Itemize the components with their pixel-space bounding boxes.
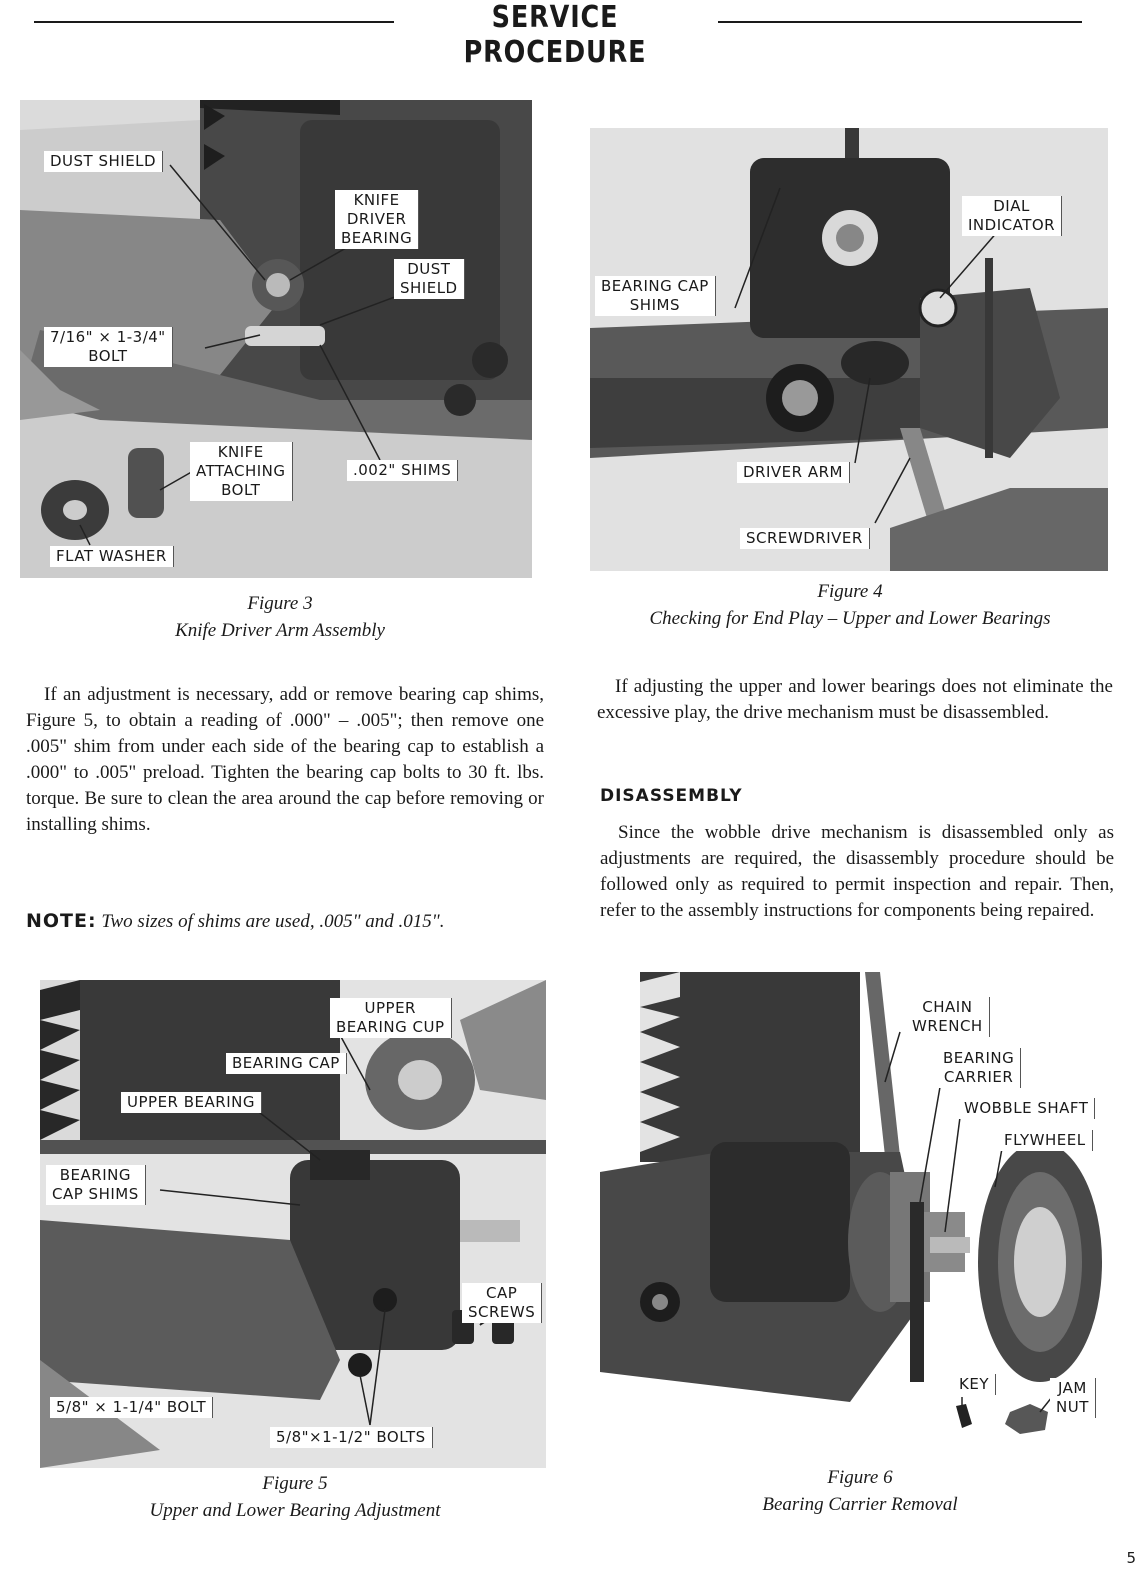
callout-line: 7/16" × 1-3/4" bbox=[50, 328, 166, 346]
callout-line: ATTACHING bbox=[196, 462, 286, 480]
callout-line: INDICATOR bbox=[968, 216, 1056, 234]
callout-cap-screws bbox=[462, 1283, 542, 1323]
figure-title: Upper and Lower Bearing Adjustment bbox=[149, 1500, 441, 1521]
callout-line: DRIVER bbox=[346, 210, 407, 228]
callout-line: NUT bbox=[1056, 1398, 1089, 1416]
note-text: Two sizes of shims are used, .005" and .015". bbox=[101, 911, 445, 932]
callout-dial-indicator bbox=[962, 196, 1062, 236]
callout-wobble-shaft: WOBBLE SHAFT bbox=[958, 1098, 1095, 1119]
callout-bolt-5-8-1-1-4: 5/8" × 1-1/4" BOLT bbox=[50, 1397, 213, 1418]
callout-knife-driver-bearing bbox=[335, 190, 419, 249]
callout-knife-attaching-bolt bbox=[190, 442, 293, 501]
figure-6-photo bbox=[600, 972, 1116, 1460]
callout-line: UPPER bbox=[364, 999, 416, 1017]
left-paragraph: If an adjustment is necessary, add or remove bearing cap shims, Figure 5, to obtain a reading of .000" – .005"; then remove one .005" shim from under each side of the bearing cap to establish a .000" to .005" preload. Tighten the bearing cap bolts to 30 ft. lbs. torque. Be sure to clean the area around the cap before removing or installing shims. bbox=[26, 684, 544, 835]
callout-bearing-cap-shims bbox=[46, 1165, 146, 1205]
callout-line: DIAL bbox=[993, 197, 1030, 215]
callout-line: CARRIER bbox=[943, 1068, 1014, 1086]
header-rule-right bbox=[718, 21, 1082, 23]
callout-line: CAP SHIMS bbox=[52, 1185, 139, 1203]
figure-title: Knife Driver Arm Assembly bbox=[175, 620, 385, 641]
callout-line: BOLT bbox=[221, 481, 261, 499]
callout-chain-wrench bbox=[906, 997, 990, 1037]
callout-bolt bbox=[44, 327, 173, 367]
callout-line: CAP bbox=[485, 1284, 518, 1302]
figure-number: Figure 5 bbox=[262, 1473, 328, 1494]
callout-line: KNIFE bbox=[217, 443, 264, 461]
page-number: 5 bbox=[1126, 1549, 1136, 1567]
callout-dust-shield-left: DUST SHIELD bbox=[44, 151, 163, 172]
figure-6-caption bbox=[700, 1464, 1020, 1518]
note bbox=[26, 908, 544, 935]
callout-line: BOLT bbox=[88, 347, 128, 365]
figure-3-caption bbox=[130, 590, 430, 644]
callout-bearing-carrier bbox=[937, 1048, 1021, 1088]
figure-title: Checking for End Play – Upper and Lower Bearings bbox=[649, 608, 1051, 629]
callout-bolts-5-8-1-1-2: 5/8"×1-1/2" BOLTS bbox=[270, 1427, 433, 1448]
right-paragraph: If adjusting the upper and lower bearings does not eliminate the excessive play, the drive mechanism must be disassembled. bbox=[597, 676, 1113, 723]
callout-flat-washer: FLAT WASHER bbox=[50, 546, 174, 567]
callout-line: DUST bbox=[407, 260, 451, 278]
callout-line: JAM bbox=[1058, 1379, 1087, 1397]
figure-title: Bearing Carrier Removal bbox=[762, 1494, 958, 1515]
figure-4-caption bbox=[590, 578, 1110, 632]
callout-jam-nut bbox=[1050, 1378, 1096, 1418]
callout-upper-bearing-cup bbox=[330, 998, 452, 1038]
callout-line: KNIFE bbox=[353, 191, 400, 209]
callout-key: KEY bbox=[953, 1374, 996, 1395]
figure-5-caption bbox=[100, 1470, 490, 1524]
page-title: SERVICE PROCEDURE bbox=[463, 0, 647, 70]
figure-number: Figure 3 bbox=[247, 593, 313, 614]
callout-line: BEARING bbox=[341, 229, 413, 247]
figure-number: Figure 6 bbox=[827, 1467, 893, 1488]
figure-4-photo bbox=[590, 128, 1108, 571]
disassembly-heading: DISASSEMBLY bbox=[600, 786, 743, 806]
callout-line: BEARING bbox=[59, 1166, 131, 1184]
callout-upper-bearing: UPPER BEARING bbox=[121, 1092, 262, 1113]
callout-screwdriver: SCREWDRIVER bbox=[740, 528, 870, 549]
disassembly-paragraph: Since the wobble drive mechanism is disassembled only as adjustments are required, the disassembly procedure should be followed only as required to permit inspection and repair. Then, refer to the assembly instructions for components being repaired. bbox=[600, 822, 1114, 921]
callout-shims: .002" SHIMS bbox=[347, 460, 458, 481]
header-rule-left bbox=[34, 21, 394, 23]
callout-line: SCREWS bbox=[468, 1303, 536, 1321]
callout-bearing-cap-shims bbox=[595, 276, 716, 316]
figure-number: Figure 4 bbox=[817, 581, 883, 602]
callout-bearing-cap: BEARING CAP bbox=[226, 1053, 347, 1074]
callout-line: SHIELD bbox=[400, 279, 458, 297]
callout-line: BEARING CUP bbox=[336, 1018, 445, 1036]
callout-flywheel: FLYWHEEL bbox=[998, 1130, 1093, 1151]
callout-line: WRENCH bbox=[912, 1017, 983, 1035]
callout-dust-shield-right bbox=[394, 259, 465, 299]
callout-line: BEARING CAP bbox=[601, 277, 709, 295]
note-label: NOTE: bbox=[26, 910, 97, 932]
callout-line: CHAIN bbox=[922, 998, 973, 1016]
callout-line: BEARING bbox=[943, 1049, 1015, 1067]
callout-driver-arm: DRIVER ARM bbox=[737, 462, 850, 483]
callout-line: SHIMS bbox=[629, 296, 680, 314]
